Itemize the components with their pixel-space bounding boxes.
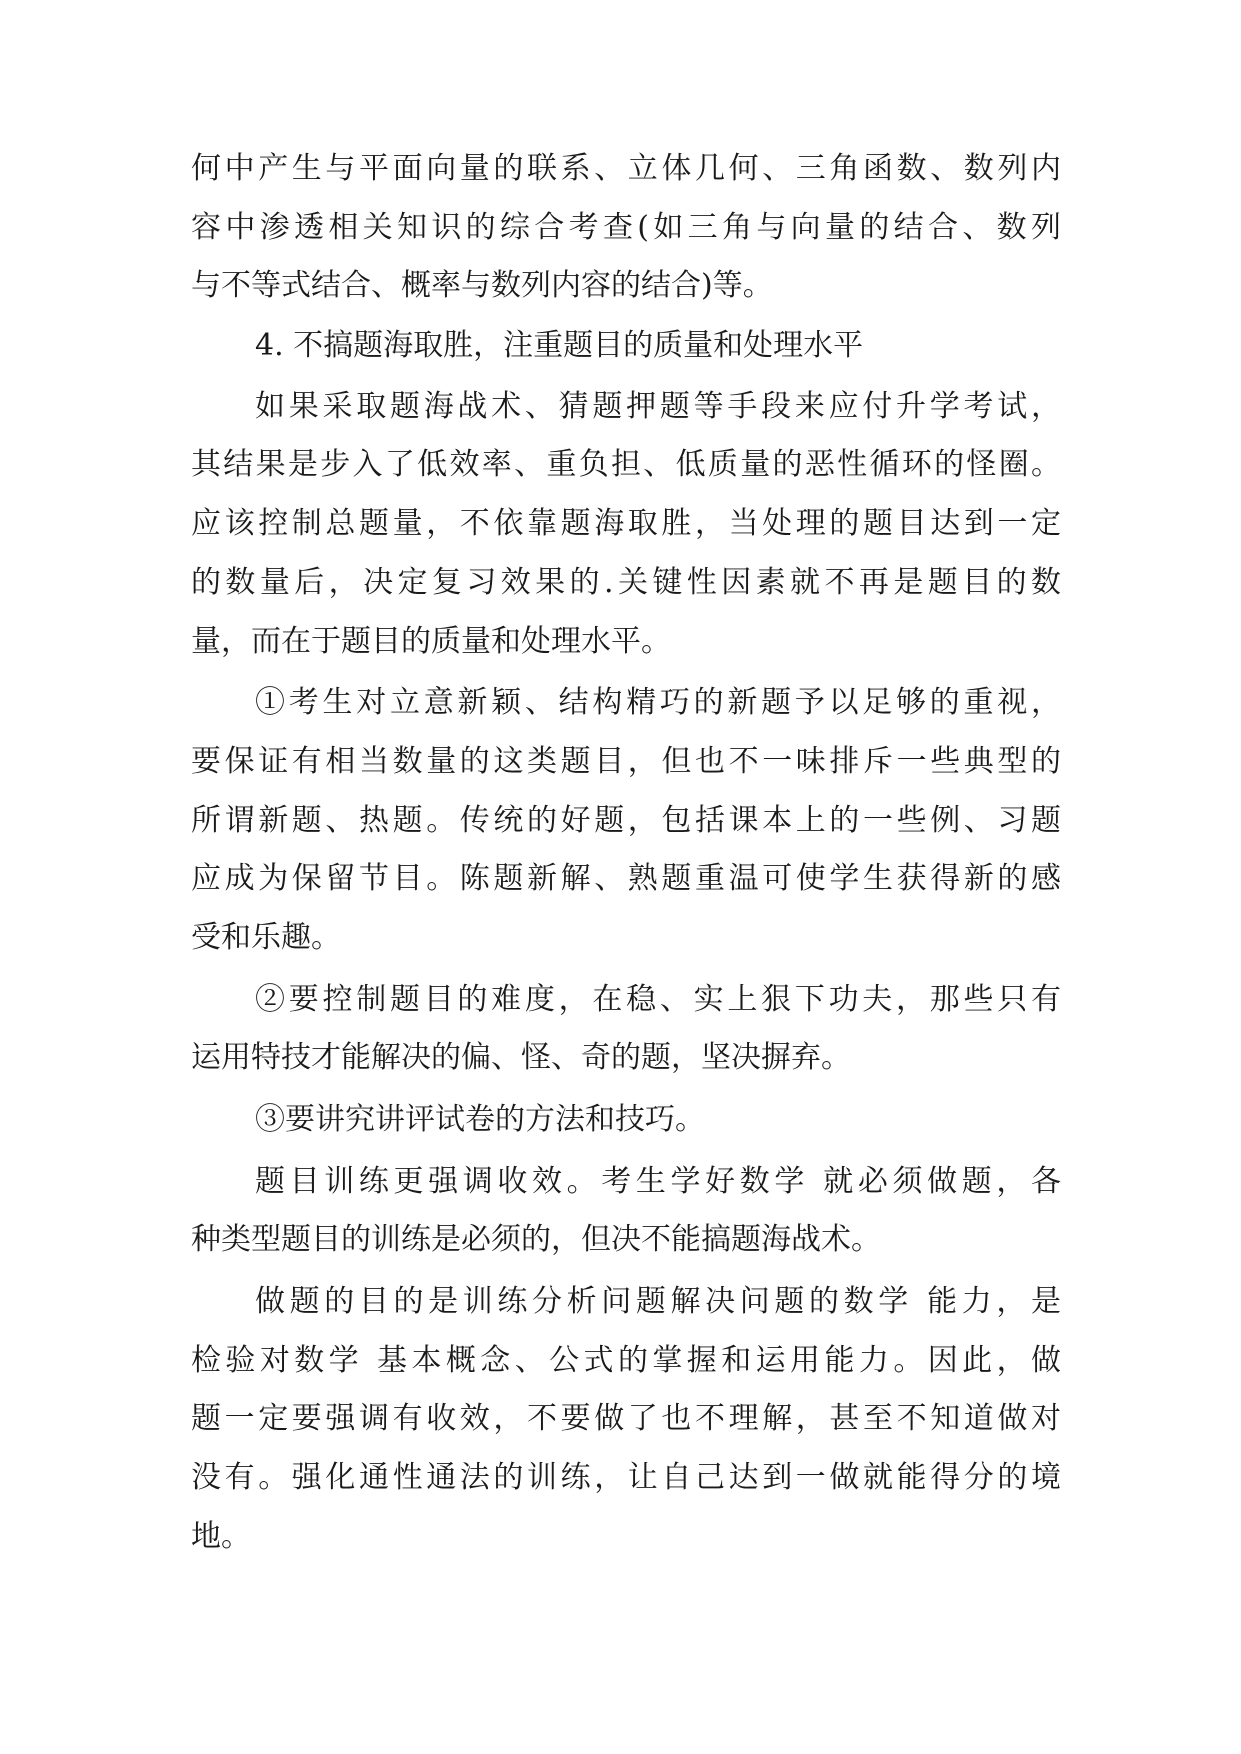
text-line: 如果采取题海战术、猜题押题等手段来应付升学考试， — [255, 388, 1061, 424]
text-line: ③要讲究讲评试卷的方法和技巧。 — [255, 1102, 705, 1137]
text-line: 题目训练更强调收效。考生学好数学 就必须做题，各 — [255, 1163, 1061, 1199]
text-line: 运用特技才能解决的偏、怪、奇的题，坚决摒弃。 — [191, 1040, 851, 1076]
text-line: ②要控制题目的难度，在稳、实上狠下功夫，那些只有 — [255, 981, 1061, 1017]
text-line: 量，而在于题目的质量和处理水平。 — [191, 623, 671, 659]
text-line: 做题的目的是训练分析问题解决问题的数学 能力，是 — [255, 1284, 1061, 1320]
text-line: 应该控制总题量，不依靠题海取胜，当处理的题目达到一定 — [191, 506, 1061, 542]
text-line: 种类型题目的训练是必须的，但决不能搞题海战术。 — [191, 1222, 881, 1258]
section-heading: 4. 不搞题海取胜，注重题目的质量和处理水平 — [255, 328, 864, 364]
text-line: 何中产生与平面向量的联系、立体几何、三角函数、数列内 — [191, 151, 1061, 186]
text-line: 检验对数学 基本概念、公式的掌握和运用能力。因此，做 — [191, 1342, 1061, 1378]
text-line: 没有。强化通性通法的训练，让自己达到一做就能得分的境 — [191, 1460, 1061, 1496]
text-line: 容中渗透相关知识的综合考查(如三角与向量的结合、数列 — [191, 209, 1061, 245]
text-line: 与不等式结合、概率与数列内容的结合)等。 — [191, 268, 773, 304]
text-line: 其结果是步入了低效率、重负担、低质量的恶性循环的怪圈。 — [191, 447, 1061, 483]
text-line: 要保证有相当数量的这类题目，但也不一味排斥一些典型的 — [191, 743, 1061, 779]
text-line: ①考生对立意新颖、结构精巧的新题予以足够的重视， — [255, 685, 1061, 721]
document-page — [191, 140, 1061, 1567]
text-line: 应成为保留节目。陈题新解、熟题重温可使学生获得新的感 — [191, 861, 1061, 897]
text-line: 题一定要强调有收效，不要做了也不理解，甚至不知道做对 — [191, 1401, 1061, 1437]
text-line: 受和乐趣。 — [191, 919, 341, 955]
text-line: 所谓新题、热题。传统的好题，包括课本上的一些例、习题 — [191, 802, 1061, 838]
text-line: 的数量后，决定复习效果的.关键性因素就不再是题目的数 — [191, 564, 1061, 600]
text-line: 地。 — [191, 1518, 251, 1554]
